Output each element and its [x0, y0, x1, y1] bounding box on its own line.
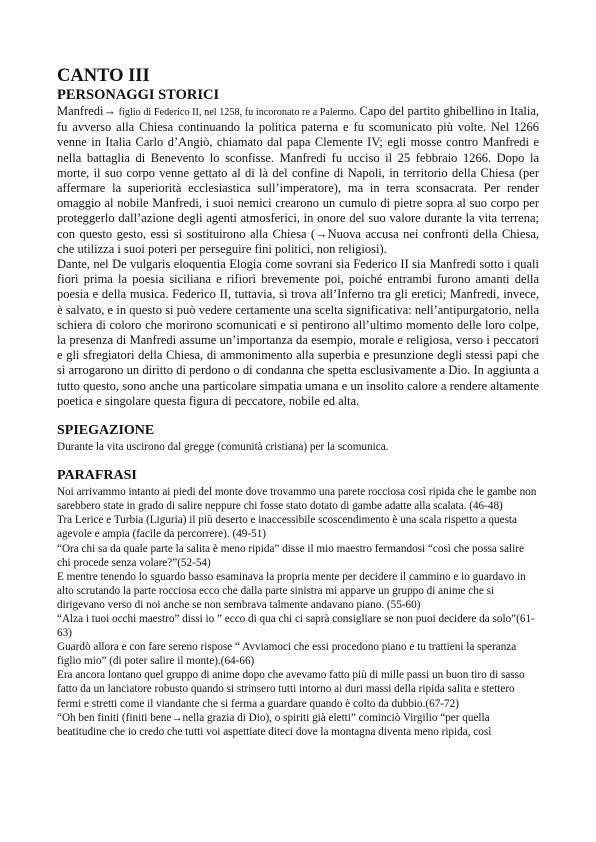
paraphrase-paragraph: “Ora chi sa da quale parte la salita è meno ripida” disse il mio maestro fermandosi “così che possa salire chi procede senza volare?”(52-54)	[57, 542, 524, 569]
manfredi-name: Manfredi	[57, 104, 104, 118]
paraphrase-paragraph: Era ancora lontano quel gruppo di anime dopo che avevamo fatto più di mille passi un buon tiro di sasso fatto da un lanciatore robusto quando si strinsero tutti intorno ai duri massi della ripida salita e stettero fermi e stretti come il viandante che si ferma a guardare quando è colto da dubbio.(67-72)	[57, 669, 525, 710]
manfredi-paragraph	[57, 104, 539, 257]
manfredi-end: Nuova accusa nei confronti della Chiesa, che utilizza i suoi poteri per perseguire fini politici, non religiosi).	[57, 226, 539, 256]
arrow-icon: →	[315, 226, 328, 241]
paraphrase-paragraph: “Alza i tuoi occhi maestro” dissi io ” ecco di qua chi ci saprà consigliare se non puoi decidere da solo”(61-63)	[57, 613, 535, 640]
dante-paragraph: Dante, nel De vulgaris eloquentia Elogia come sovrani sia Federico II sia Manfredi sotto i quali fiorì prima la poesia siciliana e rifiorì brevemente poi, poiché entrambi furono amanti della poesia e della musica. Federico II, tuttavia, si trova all’Inferno tra gli eretici; Manfredi, invece, è salvato, e in questo si può vedere certamente una scelta significativa: nell’antipurgatorio, nella schiera di coloro che morirono scomunicati e si pentirono all’ultimo momento delle loro colpe, la presenza di Manfredi assume un’importanza da esempio, morale e religiosa, verso i peccatori e gli sfregiatori della Chiesa, di ammonimento alla superbia e presunzione degli stessi papi che si arrogarono un diritto di perdono o di condanna che spetta esclusivamente a Dio. In aggiunta a tutto questo, sono anche una particolare simpatia umana e un insolito calore a rendere altamente poetica e singolare questa figura di peccatore, nobile ed alta.	[57, 257, 539, 408]
paraphrase-paragraph: Noi arrivammo intanto ai piedi del monte dove trovammo una parete rocciosa così ripida che le gambe non sarebbero state in grado di salire neppure chi fosse stato dotato di gambe adatte alla scalata. (46-48)	[57, 486, 537, 513]
manfredi-first-sentence: figlio di Federico II, nel 1258, fu incoronato re a Palermo.	[116, 107, 357, 118]
paraphrase-text: “Oh ben finiti (finiti bene	[57, 711, 172, 724]
paraphrases-heading: PARAFRASI	[57, 468, 137, 484]
canto-title: CANTO III	[57, 66, 150, 86]
arrow-icon: →	[103, 104, 117, 118]
document-content	[57, 66, 539, 739]
manfredi-rest: Capo del partito ghibellino in Italia, fu avverso alla Chiesa continuando la politica paterna e fu scomunicato più volte. Nel 1266 venne in Italia Carlo d’Angiò, chiamato dal papa Clemente IV; egli mosse contro Manfredi e nella battaglia di Benevento lo sconfisse. Manfredi fu ucciso il 25 febbraio 1266. Dopo la morte, il suo corpo venne gettato al di là del confine di Napoli, in territorio della Chiesa (per affermare la superiorità ecclesiastica sull’imperatore), ma in terra sconsacrata. Per render omaggio al nobile Manfredi, i suoi nemici crearono un cumulo di pietre sopra al suo corpo per proteggerlo dall’azione degli agenti atmosferici, in onore del suo valore durante la vita terrena; con questo gesto, essi si sostituirono alla Chiesa (	[57, 104, 539, 241]
paraphrase-paragraph: Guardò allora e con fare sereno rispose “ Avviamoci che essi procedono piano e tu trattieni la speranza figlio mio” (di poter salire il monte).(64-66)	[57, 641, 517, 668]
explanation-text: Durante la vita uscirono dal gregge (comunità cristiana) per la scomunica.	[57, 441, 389, 454]
paraphrase-paragraph: Tra Lerice e Turbia (Liguria) il più deserto e inaccessibile scoscendimento è una scala rispetto a questa agevole e ampia (facile da percorrere). (49-51)	[57, 514, 517, 541]
historical-figures-heading: PERSONAGGI STORICI	[57, 87, 220, 103]
paraphrase-paragraph: E mentre tenendo lo sguardo basso esaminava la propria mente per decidere il cammino e io guardavo in alto scrutando la parte rocciosa ecco che dalla parte sinistra mi apparve un gruppo di anime che si dirigevano verso di noi anche se non sembrava talmente andavano piano. (55-60)	[57, 570, 526, 611]
paraphrase-paragraph	[57, 711, 539, 739]
paraphrase-text: nella grazia di Dio), o spiriti già eletti” cominciò Virgilio “per quella beatitudine che io credo che tutti voi aspettiate diteci dove la montagna diventa meno ripida, così	[57, 711, 492, 738]
explanation-heading: SPIEGAZIONE	[57, 423, 155, 439]
arrow-icon: →	[171, 711, 183, 724]
